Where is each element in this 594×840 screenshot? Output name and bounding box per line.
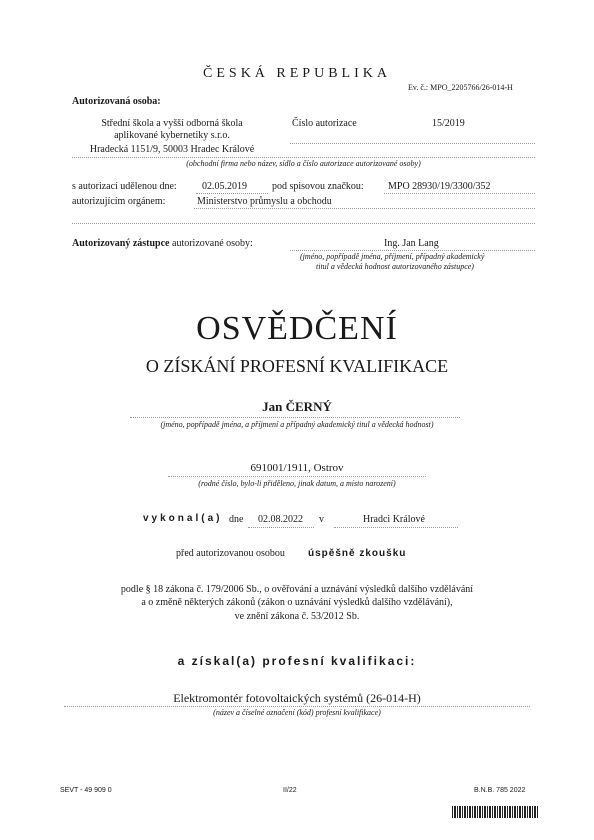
- certificate-subtitle: O ZÍSKÁNÍ PROFESNÍ KVALIFIKACE: [145, 356, 449, 376]
- authorizing-body: Ministerstvo průmyslu a obchodu: [197, 196, 332, 207]
- authorized-person-name-line1: Střední škola a vyšší odborná škola: [101, 118, 243, 129]
- holder-birth: 691001/1911, Ostrov: [250, 462, 344, 474]
- exam-before-text: před autorizovanou osobou: [176, 548, 285, 559]
- representative-caption-2: titul a vědecká hodnost autorizovaného zástupce): [316, 262, 474, 271]
- barcode-image: [452, 806, 538, 818]
- authorized-person-caption: (obchodní firma nebo název, sídlo a číslo autorizace autorizované osoby): [186, 159, 421, 168]
- authorized-person-label: Autorizovaná osoba:: [72, 96, 161, 107]
- holder-name-caption: (jméno, popřípadě jména, a příjmení a případný akademický titul a vědecká hodnost): [160, 420, 434, 429]
- exam-place-label: v: [319, 514, 324, 525]
- authorization-number: 15/2019: [432, 118, 465, 129]
- evidence-number: Ev. č.: MPO_2205766/26-014-H: [408, 83, 513, 92]
- representative-label-bold: Autorizovaný zástupce: [72, 238, 170, 249]
- dotted-line: [72, 157, 535, 158]
- dotted-line: [168, 476, 426, 477]
- certificate-title: OSVĚDČENÍ: [196, 310, 398, 347]
- authorized-person-address: Hradecká 1151/9, 50003 Hradec Králové: [89, 144, 255, 155]
- dotted-line: [248, 527, 314, 528]
- qualification-caption: (název a číselné označení (kód) profesní kvalifikace): [213, 708, 381, 717]
- exam-date: 02.08.2022: [258, 514, 303, 525]
- exam-success: úspěšně zkoušku: [308, 548, 407, 559]
- qualification-name: Elektromontér fotovoltaických systémů (26-014-H): [173, 691, 421, 705]
- holder-name: Jan ČERNÝ: [262, 399, 332, 414]
- footer-series: II/22: [283, 787, 297, 794]
- authorizing-body-label: autorizujícím orgánem:: [72, 196, 166, 207]
- dotted-line: [196, 193, 268, 194]
- representative-caption-1: (jméno, popřípadě jména, příjmení, případný akademický: [300, 252, 485, 261]
- representative-label: [72, 238, 253, 249]
- file-number-label: pod spisovou značkou:: [272, 181, 364, 192]
- representative-name: Ing. Jan Lang: [384, 238, 439, 249]
- dotted-line: [334, 527, 458, 528]
- file-number: MPO 28930/19/3300/352: [388, 181, 491, 192]
- authorization-number-label: Číslo autorizace: [292, 118, 357, 129]
- qualification-heading: a získal(a) profesní kvalifikaci:: [177, 654, 417, 668]
- dotted-line: [64, 706, 530, 707]
- granted-date: 02.05.2019: [202, 181, 247, 192]
- dotted-line: [72, 223, 535, 224]
- dotted-line: [194, 208, 535, 209]
- exam-performed: vykonal(a): [143, 513, 223, 524]
- dotted-line: [384, 193, 535, 194]
- exam-place: Hradci Králové: [363, 514, 425, 525]
- law-line-2: a o změně některých zákonů (zákon o uznávání výsledků dalšího vzdělávání),: [141, 597, 453, 608]
- dotted-line: [130, 417, 460, 418]
- authorized-person-name-line2: aplikované kybernetiky s.r.o.: [114, 130, 230, 141]
- exam-date-label: dne: [229, 514, 244, 525]
- law-line-3: ve znění zákona č. 53/2012 Sb.: [234, 611, 360, 622]
- dotted-line: [290, 250, 535, 251]
- state-heading: ČESKÁ REPUBLIKA: [203, 66, 391, 81]
- granted-label: s autorizací udělenou dne:: [72, 181, 177, 192]
- law-line-1: podle § 18 zákona č. 179/2006 Sb., o ověřování a uznávání výsledků dalšího vzdělávání: [120, 584, 474, 595]
- footer-form-code: SEVT - 49 909 0: [60, 787, 112, 794]
- dotted-line: [290, 143, 535, 144]
- representative-label-rest: autorizované osoby:: [169, 238, 253, 249]
- footer-print-code: B.N.B. 785 2022: [474, 787, 526, 794]
- holder-birth-caption: (rodné číslo, bylo-li přiděleno, jinak datum, a místo narození): [198, 479, 396, 488]
